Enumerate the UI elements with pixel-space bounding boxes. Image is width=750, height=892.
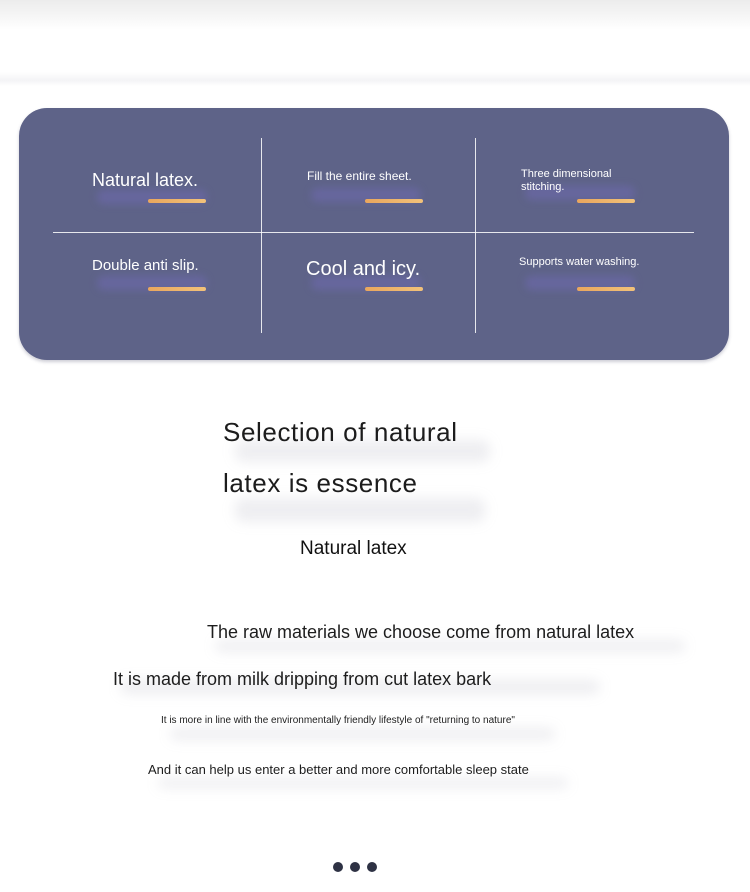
- top-shade: [0, 0, 750, 30]
- paragraph-comfortable-sleep: And it can help us enter a better and more comfortable sleep state: [148, 762, 529, 777]
- feature-three-dimensional-stitching: Three dimensional stitching.: [521, 168, 612, 193]
- feature-underline: [577, 199, 635, 203]
- feature-underline: [148, 199, 206, 203]
- pagination-dot[interactable]: [350, 862, 360, 872]
- feature-natural-latex: Natural latex.: [92, 170, 199, 190]
- pagination-dots[interactable]: [333, 862, 377, 872]
- paragraph-blur-shadow: [158, 778, 568, 788]
- feature-cool-and-icy: Cool and icy.: [306, 258, 421, 280]
- heading-line-1: Selection of natural: [223, 417, 458, 447]
- heading-line-2: latex is essence: [223, 468, 418, 498]
- panel-divider-horizontal: [53, 232, 694, 233]
- feature-panel: [19, 108, 729, 360]
- feature-underline: [365, 199, 423, 203]
- pagination-dot[interactable]: [333, 862, 343, 872]
- panel-divider-vertical-1: [261, 138, 262, 333]
- feature-supports-water-washing: Supports water washing.: [519, 256, 640, 268]
- feature-underline: [148, 287, 206, 291]
- pagination-dot[interactable]: [367, 862, 377, 872]
- feature-fill-entire-sheet: Fill the entire sheet.: [307, 169, 412, 183]
- feature-underline: [577, 287, 635, 291]
- panel-divider-vertical-2: [475, 138, 476, 333]
- feature-double-anti-slip: Double anti slip.: [92, 257, 199, 274]
- top-shade-strip: [0, 72, 750, 86]
- feature-underline: [365, 287, 423, 291]
- subheading-natural-latex: Natural latex: [300, 538, 407, 559]
- heading-blur-shadow: [235, 498, 485, 522]
- paragraph-milk-dripping: It is made from milk dripping from cut latex bark: [113, 669, 492, 689]
- paragraph-blur-shadow: [170, 728, 555, 740]
- paragraph-raw-materials: The raw materials we choose come from natural latex: [207, 622, 635, 642]
- paragraph-environmentally-friendly: It is more in line with the environmentally friendly lifestyle of "returning to nature": [161, 715, 515, 726]
